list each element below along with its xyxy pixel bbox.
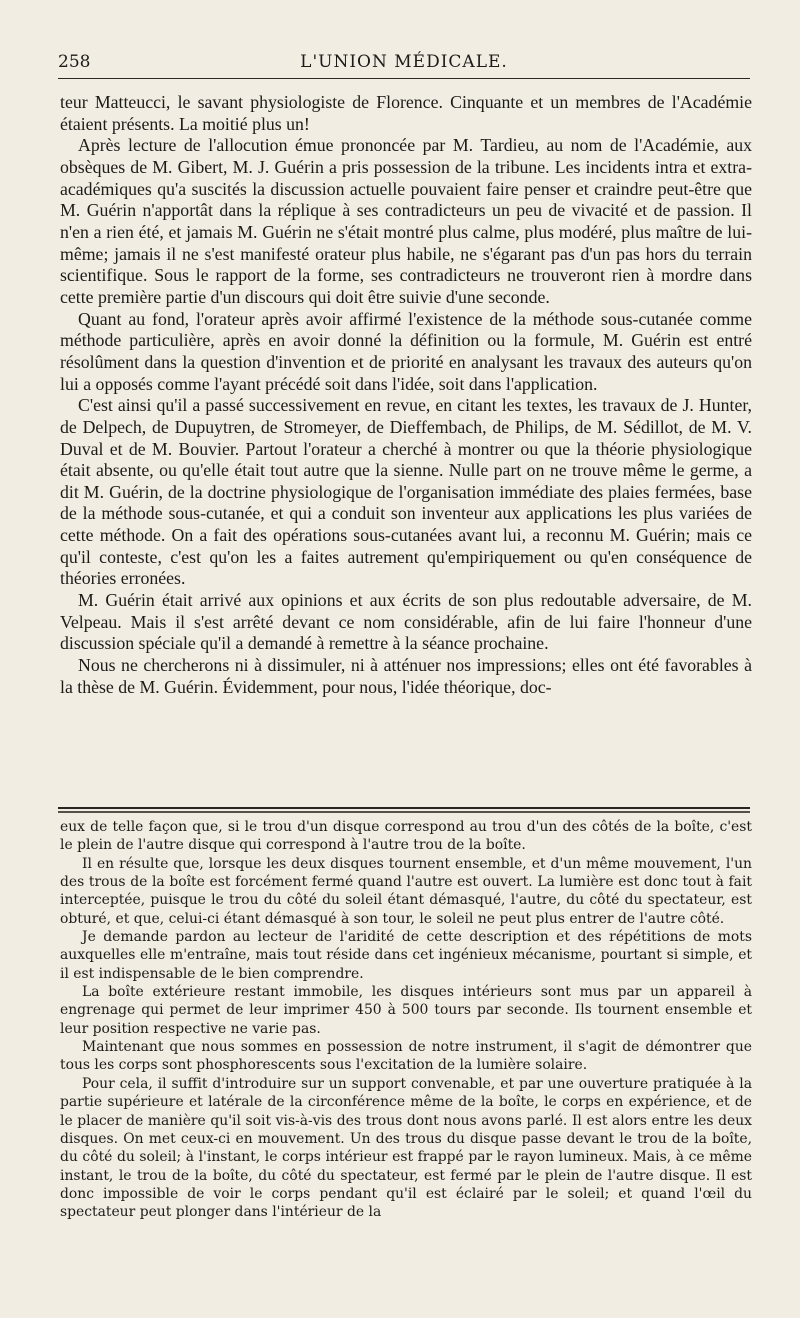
feuilleton-divider bbox=[58, 807, 750, 815]
main-paragraph: Nous ne chercherons ni à dissimuler, ni à atténuer nos impressions; elles ont été favorables à la thèse de M. Guérin. Évidemment, pour nous, l'idée théorique, doc- bbox=[60, 655, 752, 697]
feuilleton-paragraph: Maintenant que nous sommes en possession de notre instrument, il s'agit de démontrer que tous les corps sont phosphorescents sous l'excitation de la lumière solaire. bbox=[60, 1039, 752, 1074]
feuilleton-paragraph: eux de telle façon que, si le trou d'un disque correspond au trou d'un des côtés de la boîte, c'est le plein de l'autre disque qui correspond à l'autre trou de la boîte. bbox=[60, 819, 752, 854]
main-paragraph: Après lecture de l'allocution émue prononcée par M. Tardieu, au nom de l'Académie, aux obsèques de M. Gibert, M. J. Guérin a pris possession de la tribune. Les incidents intra et extra-académiques qu'a suscités la discussion actuelle pouvaient faire penser et craindre peut-être que M. Guérin n'apportât dans la réplique à ses contradicteurs un peu de vivacité et de passion. Il n'en a rien été, et jamais M. Guérin ne s'était montré plus calme, plus modéré, plus maître de lui-même; jamais il ne s'est manifesté orateur plus habile, ne s'égarant pas d'un pas hors du terrain scientifique. Sous le rapport de la forme, ses contradicteurs ne trouveront rien à mordre dans cette première partie d'un discours qui doit être suivie d'une seconde. bbox=[60, 135, 752, 307]
main-paragraph: teur Matteucci, le savant physiologiste de Florence. Cinquante et un membres de l'Académie étaient présents. La moitié plus un! bbox=[60, 92, 752, 134]
main-paragraph: M. Guérin était arrivé aux opinions et aux écrits de son plus redoutable adversaire, de M. Velpeau. Mais il s'est arrêté devant ce nom considérable, afin de lui faire l'honneur d'une discussion spéciale qu'il a demandé à remettre à la séance prochaine. bbox=[60, 590, 752, 654]
journal-title: L'UNION MÉDICALE. bbox=[300, 52, 508, 72]
main-paragraph: Quant au fond, l'orateur après avoir affirmé l'existence de la méthode sous-cutanée comme méthode particulière, après en avoir donné la définition ou la formule, M. Guérin est entré résolûment dans la question d'invention et de priorité en analysant les travaux des auteurs qu'on lui a opposés comme l'ayant précédé soit dans l'idée, soit dans l'application. bbox=[60, 308, 752, 394]
main-article bbox=[60, 92, 752, 698]
feuilleton-paragraph: La boîte extérieure restant immobile, les disques intérieurs sont mus par un appareil à engrenage qui permet de leur imprimer 450 à 500 tours par seconde. Ils tournent ensemble et leur position respective ne varie pas. bbox=[60, 984, 752, 1037]
feuilleton-paragraph: Je demande pardon au lecteur de l'aridité de cette description et des répétitions de mots auxquelles elle m'entraîne, mais tout réside dans cet ingénieux mécanisme, pourtant si simple, et il est indispensable de le bien comprendre. bbox=[60, 929, 752, 982]
main-paragraph: C'est ainsi qu'il a passé successivement en revue, en citant les textes, les travaux de J. Hunter, de Delpech, de Dupuytren, de Stromeyer, de Dieffembach, de Philips, de M. Sédillot, de M. V. Duval et de M. Bouvier. Partout l'orateur a cherché à montrer ou que la théorie physiologique était absente, ou qu'elle était tout autre que la sienne. Nulle part on ne trouve même le germe, a dit M. Guérin, de la doctrine physiologique de l'organisation immédiate des plaies fermées, base de la méthode sous-cutanée, et qui a conduit son inventeur aux applications les plus variées de cette méthode. On a fait des opérations sous-cutanées avant lui, a reconnu M. Guérin; mais ce qu'il conteste, c'est qu'on les a faites autrement qu'empiriquement ou qu'en conséquence de théories erronées. bbox=[60, 395, 752, 589]
feuilleton-section bbox=[60, 818, 752, 1222]
page-header bbox=[58, 50, 750, 79]
page-number: 258 bbox=[58, 52, 91, 72]
feuilleton-paragraph: Pour cela, il suffit d'introduire sur un support convenable, et par une ouverture pratiquée à la partie supérieure et latérale de la circonférence même de la boîte, le corps en expérience, et de le placer de manière qu'il soit vis-à-vis des trous dont nous avons parlé. Il est alors entre les deux disques. On met ceux-ci en mouvement. Un des trous du disque passe devant le trou de la boîte, du côté du soleil; à l'instant, le corps intérieur est frappé par le rayon lumineux. Mais, à ce même instant, le trou de la boîte, du côté du spectateur, est fermé par le plein de l'autre disque. Il est donc impossible de voir le corps pendant qu'il est éclairé par le soleil; et quand l'œil du spectateur peut plonger dans l'intérieur de la bbox=[60, 1075, 752, 1221]
feuilleton-paragraph: Il en résulte que, lorsque les deux disques tournent ensemble, et d'un même mouvement, l'un des trous de la boîte est forcément fermé quand l'autre est ouvert. La lumière est donc tout à fait interceptée, puisque le trou du côté du soleil étant démasqué, l'autre, du côté du spectateur, est obturé, et que, celui-ci étant démasqué à son tour, le soleil ne peut plus entrer de l'autre côté. bbox=[60, 855, 752, 927]
